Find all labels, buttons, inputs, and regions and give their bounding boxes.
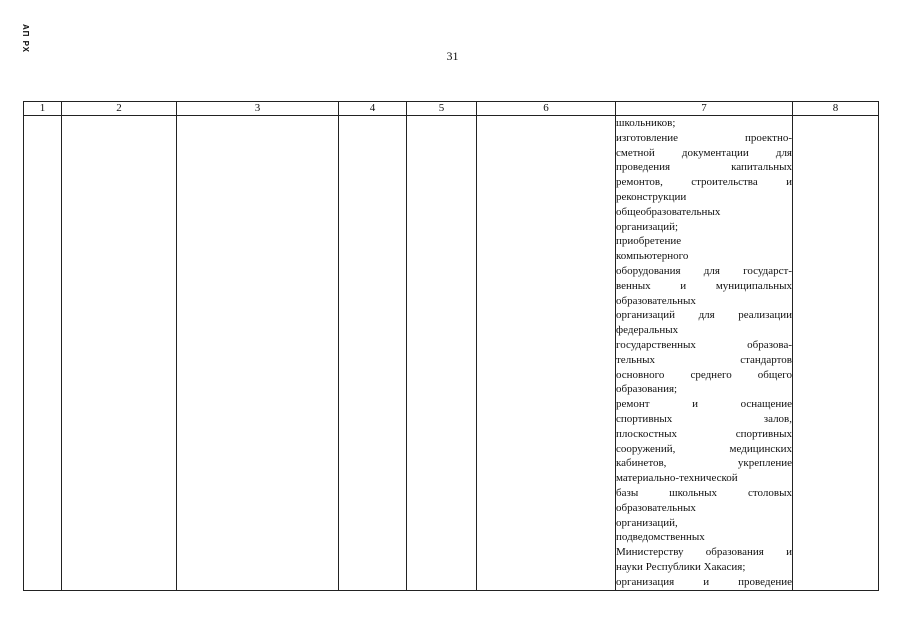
text-line: проведения капитальных xyxy=(616,161,792,174)
text-line: науки Республики Хакасия; xyxy=(616,560,746,573)
text-line: изготовление проектно- xyxy=(616,131,792,144)
text-line: организаций для реализации xyxy=(616,309,792,322)
text-line: государственных образова- xyxy=(616,338,792,351)
text-line: материально-технической xyxy=(616,472,738,485)
text-line: Министерству образования и xyxy=(616,546,792,559)
page-number: 31 xyxy=(446,49,459,63)
text-line: ремонтов, строительства и xyxy=(616,176,792,189)
text-line: организаций; xyxy=(616,220,679,233)
text-line: организация и проведение xyxy=(616,575,792,588)
col-header-4: 4 xyxy=(339,102,407,116)
text-line: школьников; xyxy=(616,117,676,129)
text-line: спортивных залов, xyxy=(616,412,792,425)
table-header-row xyxy=(24,102,879,116)
text-line: организаций, xyxy=(616,516,678,529)
text-line: образования; xyxy=(616,383,678,396)
cell-col-8 xyxy=(793,116,879,591)
cell-col-6 xyxy=(477,116,616,591)
archive-stamp: АП РХ xyxy=(21,24,30,54)
text-line: приобретение xyxy=(616,235,682,248)
text-line: сметной документации для xyxy=(616,146,792,159)
text-line: образовательных xyxy=(616,501,696,514)
text-line: тельных стандартов xyxy=(616,353,792,366)
cell-col-3 xyxy=(177,116,339,591)
text-line: реконструкции xyxy=(616,190,687,203)
col-header-1: 1 xyxy=(24,102,62,116)
cell-col-5 xyxy=(407,116,477,591)
text-line: подведомственных xyxy=(616,531,705,544)
cell-col-7-activities xyxy=(616,116,793,591)
text-line: базы школьных столовых xyxy=(616,486,792,499)
text-line: ремонт и оснащение xyxy=(616,398,792,411)
text-line: образовательных xyxy=(616,294,696,307)
cell-col-1 xyxy=(24,116,62,591)
text-line: оборудования для государст- xyxy=(616,264,792,277)
text-line: федеральных xyxy=(616,324,679,337)
text-line: основного среднего общего xyxy=(616,368,792,381)
text-line: общеобразовательных xyxy=(616,205,721,218)
text-line: кабинетов, укрепление xyxy=(616,457,792,470)
col-header-6: 6 xyxy=(477,102,616,116)
cell-col-4 xyxy=(339,116,407,591)
cell-col-2 xyxy=(62,116,177,591)
col-header-5: 5 xyxy=(407,102,477,116)
text-line: сооружений, медицинских xyxy=(616,442,792,455)
text-line: компьютерного xyxy=(616,250,689,263)
col-header-8: 8 xyxy=(793,102,879,116)
col-header-2: 2 xyxy=(62,102,177,116)
text-line: венных и муниципальных xyxy=(616,279,792,292)
col-header-7: 7 xyxy=(616,102,793,116)
table-row xyxy=(24,116,879,591)
col-header-3: 3 xyxy=(177,102,339,116)
text-line: плоскостных спортивных xyxy=(616,427,792,440)
document-table xyxy=(23,101,879,591)
